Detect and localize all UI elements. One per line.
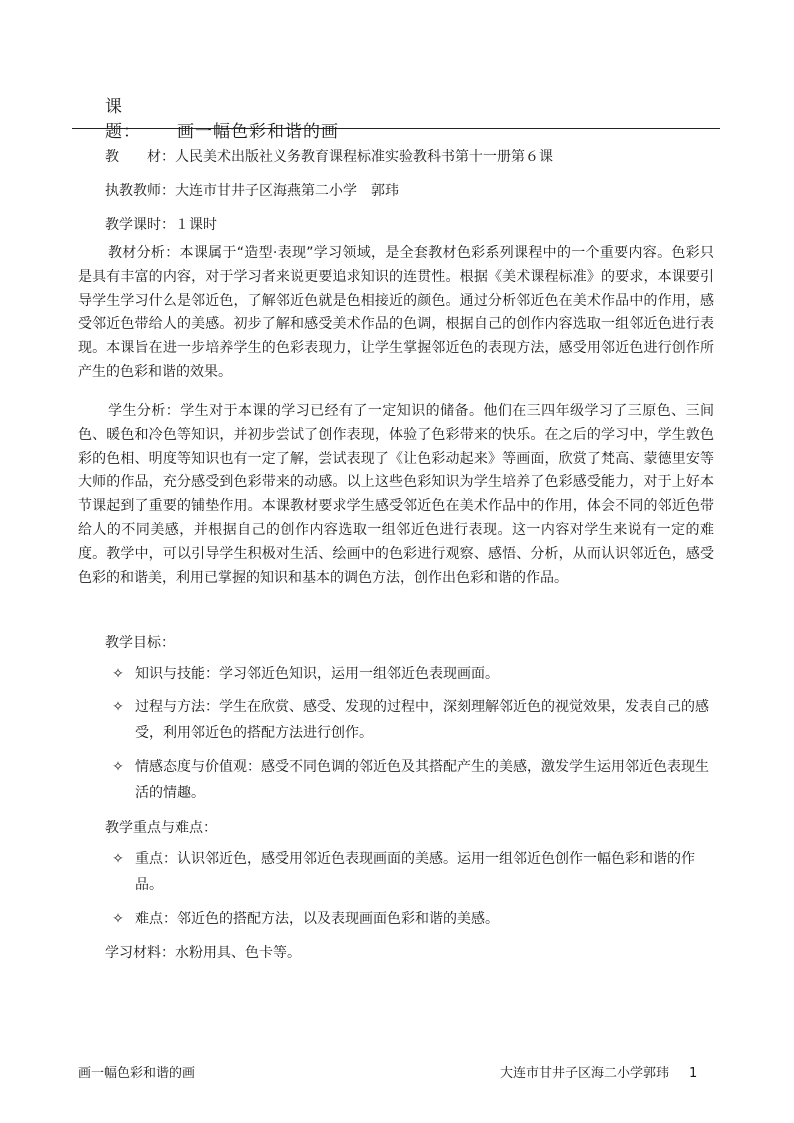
bullet-icon: ✧ (112, 911, 124, 927)
textbook-row (105, 146, 553, 166)
objective-key: 知识与技能： (135, 666, 219, 682)
lesson-title (105, 92, 339, 142)
page-number: 1 (689, 1066, 698, 1081)
objective-text: 学生在欣赏、感受、发现的过程中，深刻理解邻近色的视觉效果，发表自己的感受，利用邻近色的搭配方法进行创作。 (135, 699, 709, 741)
footer-title: 画一幅色彩和谐的画 (78, 1066, 196, 1081)
bullet-icon: ✧ (112, 699, 124, 715)
objective-key: 过程与方法： (135, 699, 219, 715)
student-analysis-label: 学生分析： (108, 403, 181, 419)
material-analysis-text: 本课属于“造型·表现”学习领域，是全套教材色彩系列课程中的一个重要内容。色彩只是具有丰富的内容，对于学习者来说更要追求知识的连贯性。根据《美术课程标准》的要求，本课要引导学生学习什么是邻近色，了解邻近色就是色相接近的颜色。通过分析邻近色在美术作品中的作用，感受邻近色带给人的美感。初步了解和感受美术作品的色调，根据自己的创作内容选取一组邻近色进行表现。本课旨在进一步培养学生的色彩表现力，让学生掌握邻近色的表现方法，感受用邻近色进行创作所产生的色彩和谐的效果。 (78, 245, 714, 380)
student-analysis-paragraph (78, 400, 714, 590)
teacher-label: 执教教师： (105, 183, 175, 199)
hours-label: 教学课时： (105, 217, 175, 233)
material-analysis-label: 教材分析： (108, 245, 180, 261)
objective-item (108, 694, 714, 746)
footer-author (500, 1062, 697, 1081)
hours-row (105, 214, 217, 234)
key-point-item (108, 846, 714, 898)
student-analysis-text: 学生对于本课的学习已经有了一定知识的储备。他们在三四年级学习了三原色、三间色、暖色和冷色等知识，并初步尝试了创作表现，体验了色彩带来的快乐。在之后的学习中，学生敦色彩的色相、明度等知识也有一定了解，尝试表现了《让色彩动起来》等画面，欣赏了梵高、蒙德里安等大师的作品，充分感受到色彩带来的动感。以上这些色彩知识为学生培养了色彩感受能力，对于上好本节课起到了重要的铺垫作用。本课教材要求学生感受邻近色在美术作品中的作用，体会不同的邻近色带给人的不同美感，并根据自己的创作内容选取一组邻近色进行表现。这一内容对学生来说有一定的难度。教学中，可以引导学生积极对生活、绘画中的色彩进行观察、感悟、分析，从而认识邻近色，感受色彩的和谐美，利用已掌握的知识和基本的调色方法，创作出色彩和谐的作品。 (78, 403, 715, 586)
material-analysis-paragraph (78, 242, 714, 385)
teacher-row (105, 180, 399, 200)
teacher-value: 大连市甘井子区海燕第二小学 郭玮 (175, 183, 399, 199)
key-point-key: 重点： (135, 851, 177, 867)
objective-text: 学习邻近色知识，运用一组邻近色表现画面。 (219, 666, 499, 682)
key-point-key: 难点： (135, 911, 177, 927)
objectives-heading: 教学目标： (105, 635, 175, 651)
objective-item (108, 661, 714, 687)
footer-author-text: 大连市甘井子区海二小学郭玮 (500, 1066, 670, 1081)
objective-item (108, 754, 714, 806)
textbook-label: 教 材： (105, 149, 175, 165)
materials-row (105, 942, 301, 962)
topic-label: 课 题： (105, 97, 159, 142)
key-points-heading: 教学重点与难点： (105, 820, 217, 836)
title-divider (72, 128, 720, 129)
key-point-text: 认识邻近色，感受用邻近色表现画面的美感。运用一组邻近色创作一幅色彩和谐的作品。 (135, 851, 695, 893)
bullet-icon: ✧ (112, 666, 124, 682)
textbook-value: 人民美术出版社义务教育课程标准实验教科书第十一册第６课 (175, 149, 553, 165)
topic-value: 画一幅色彩和谐的画 (177, 122, 339, 142)
materials-label: 学习材料： (105, 945, 175, 961)
objective-text: 感受不同色调的邻近色及其搭配产生的美感，激发学生运用邻近色表现生活的情趣。 (135, 759, 709, 801)
key-point-item (108, 906, 714, 932)
bullet-icon: ✧ (112, 759, 124, 775)
key-point-text: 邻近色的搭配方法，以及表现画面色彩和谐的美感。 (177, 911, 499, 927)
materials-value: 水粉用具、色卡等。 (175, 945, 301, 961)
hours-value: １课时 (175, 217, 217, 233)
objective-key: 情感态度与价值观： (135, 759, 261, 775)
bullet-icon: ✧ (112, 851, 124, 867)
